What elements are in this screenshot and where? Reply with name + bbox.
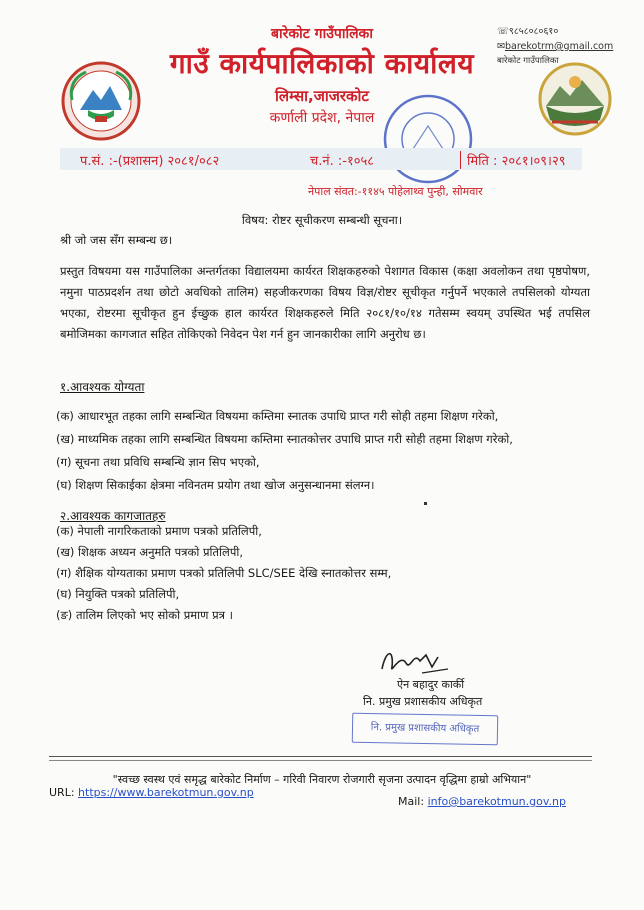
reference-number: प.सं. :-(प्रशासन) २०८१/०८२ bbox=[80, 154, 220, 169]
list-item: (ख) माध्यमिक तहका लागि सम्बन्धित विषयमा कम्तिमा स्नातकोत्तर उपाधि प्राप्त गरी सोही तहमा शिक्षण गरेको, bbox=[56, 432, 513, 446]
signatory-stamp: नि. प्रमुख प्रशासकीय अधिकृत bbox=[352, 713, 499, 746]
office-round-stamp-icon bbox=[381, 92, 475, 186]
reference-bar bbox=[60, 148, 582, 170]
contact-email: barekotrm@gmail.com bbox=[504, 41, 614, 52]
handwritten-signature-icon bbox=[378, 645, 458, 679]
office-title: गाउँ कार्यपालिकाको कार्यालय bbox=[169, 47, 475, 80]
province-name: कर्णाली प्रदेश, नेपाल bbox=[269, 110, 375, 126]
letter-date: मिति : २०८१।०९।२९ bbox=[460, 151, 566, 169]
subject-line: विषय: रोष्टर सूचीकरण सम्बन्धी सूचना। bbox=[241, 213, 403, 227]
footer-mail-row bbox=[398, 795, 566, 808]
email-link[interactable]: info@barekotmun.gov.np bbox=[427, 795, 566, 808]
contact-phone: ☏९८५८०८०६१० bbox=[497, 26, 559, 37]
contact-email-row bbox=[497, 41, 613, 52]
office-address: लिम्सा,जाजरकोट bbox=[275, 87, 369, 105]
url-label: URL: bbox=[49, 786, 75, 799]
website-link[interactable]: https://www.barekotmun.gov.np bbox=[78, 786, 254, 799]
dispatch-number: च.नं. :-१०५८ bbox=[310, 154, 374, 169]
footer-url-row bbox=[49, 786, 254, 799]
envelope-icon: ✉ bbox=[497, 41, 505, 52]
footer-divider bbox=[49, 756, 592, 757]
pencil-mark bbox=[424, 502, 427, 505]
list-item: (ग) सूचना तथा प्रविधि सम्बन्धि ज्ञान सिप भएको, bbox=[56, 455, 260, 469]
list-item: (ग) शैक्षिक योग्यताका प्रमाण पत्रको प्रतिलिपी SLC/SEE देखि स्नातकोत्तर सम्म, bbox=[56, 566, 392, 580]
nepal-sambat-date: नेपाल संवत:-११४५ पोहेलाथ्व पुन्ही, सोमवार bbox=[308, 185, 483, 198]
body-paragraph: प्रस्तुत विषयमा यस गाउँपालिका अन्तर्गतका विद्यालयमा कार्यरत शिक्षकहरुको पेशागत विकास (कक्षा अवलोकन तथा पृष्ठपोषण, नमुना पाठप्रदर्शन तथा छोटो अवधिको तालिम) सहजीकरणका विषय विज्ञ/रोष्टर सूचीकृत गर्नुपर्ने भएकाले तपसिलको योग्यता भएका, रोष्टरमा सूचीकृत हुन ईच्छुक हाल कार्यरत शिक्षकहरुले मिति २०८१/१०/१४ गतेसम्म स्वयम् उपस्थित भई तपसिल बमोजिमका कागजात सहित तोकिएको निवेदन पेश गर्न हुन जानकारीका लागि अनुरोध छ। bbox=[60, 264, 590, 341]
signatory-title: नि. प्रमुख प्रशासकीय अधिकृत bbox=[363, 695, 483, 708]
section1-title: १.आवश्यक योग्यता bbox=[60, 380, 145, 394]
contact-web: बारेकोट गाउँपालिका bbox=[497, 56, 559, 66]
footer-divider bbox=[49, 760, 592, 761]
municipality-name: बारेकोट गाउँपालिका bbox=[271, 26, 373, 42]
list-item: (ख) शिक्षक अध्यन अनुमति पत्रको प्रतिलिपी, bbox=[56, 545, 243, 559]
list-item: (क) नेपाली नागरिकताको प्रमाण पत्रको प्रतिलिपी, bbox=[56, 524, 262, 538]
list-item: (क) आधारभूत तहका लागि सम्बन्धित विषयमा कम्तिमा स्नातक उपाधि प्राप्त गरी सोही तहमा शिक्षण गरेको, bbox=[56, 409, 499, 423]
mail-label: Mail: bbox=[398, 795, 425, 808]
list-item: (घ) शिक्षण सिकाईका क्षेत्रमा नविनतम प्रयोग तथा खोज अनुसन्धानमा संलग्न। bbox=[56, 478, 375, 492]
footer-slogan: "स्वच्छ स्वस्थ एवं समृद्ध बारेकोट निर्माण – गरिवी निवारण रोजगारी सृजना उत्पादन वृद्धिमा हाम्रो अभियान" bbox=[112, 773, 532, 786]
salutation: श्री जो जस सँग सम्बन्ध छ। bbox=[60, 233, 173, 247]
list-item: (घ) नियुक्ति पत्रको प्रतिलिपी, bbox=[56, 587, 180, 601]
signatory-name: ऐन बहादुर कार्की bbox=[397, 678, 465, 691]
list-item: (ङ) तालिम लिएको भए सोको प्रमाण प्रत्र । bbox=[56, 608, 233, 622]
section2-title: २.आवश्यक कागजातहरु bbox=[60, 509, 166, 523]
